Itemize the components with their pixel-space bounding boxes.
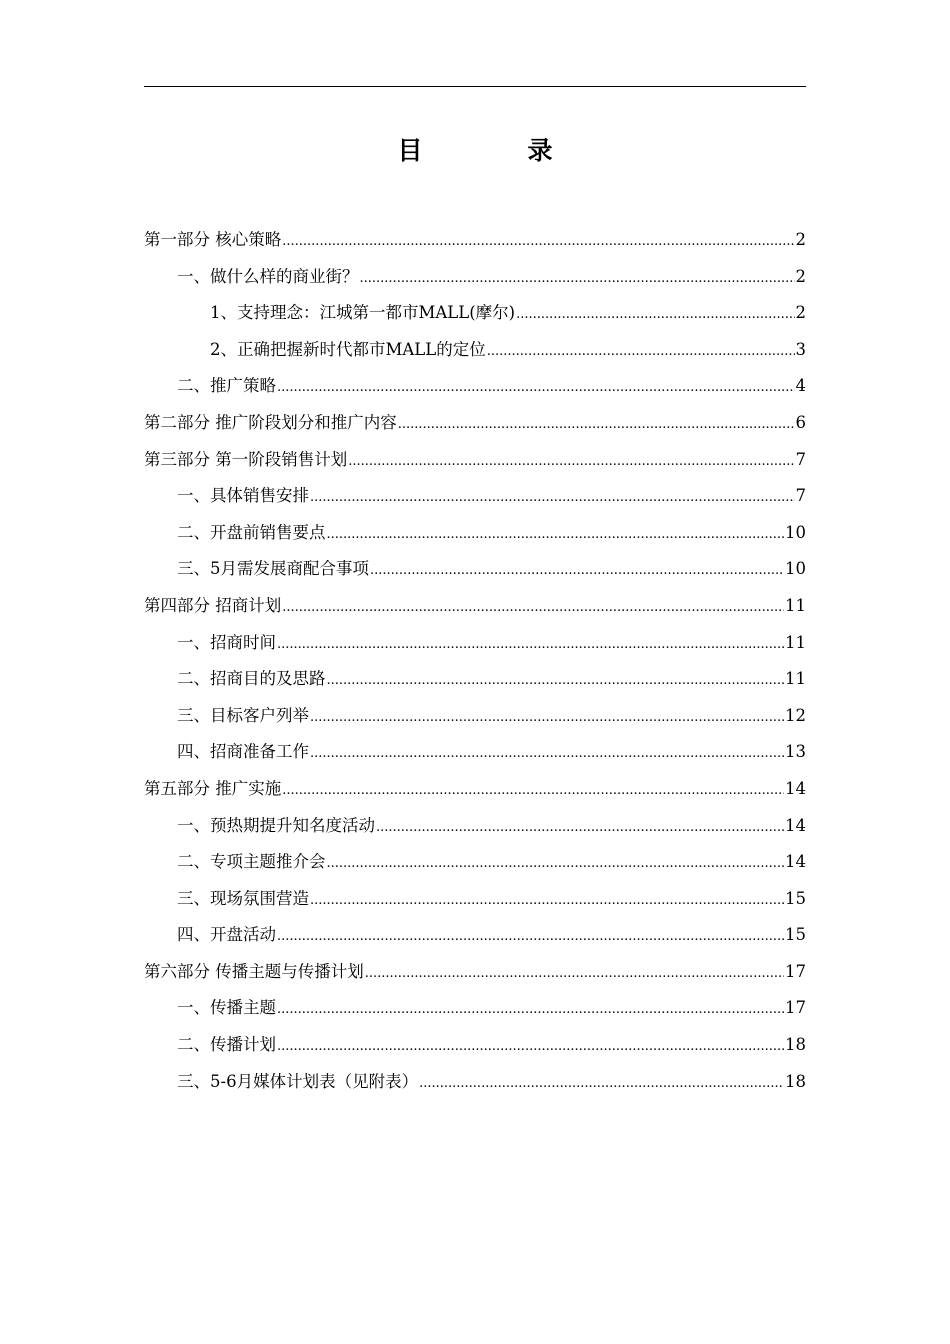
toc-entry[interactable] (144, 771, 806, 808)
toc-page-number: 14 (785, 815, 806, 835)
toc-entry[interactable] (144, 954, 806, 991)
toc-entry-label: 二、专项主题推介会 (177, 852, 326, 872)
toc-dot-leader (398, 407, 795, 444)
toc-page-number: 7 (795, 449, 806, 469)
toc-dot-leader (277, 627, 784, 664)
toc-entry[interactable] (144, 551, 806, 588)
toc-entry-label: 三、5-6月媒体计划表（见附表） (177, 1071, 419, 1091)
toc-entry[interactable] (144, 917, 806, 954)
page-title: 目 录 (397, 136, 593, 165)
toc-page-number: 10 (785, 522, 806, 542)
toc-dot-leader (277, 1029, 784, 1066)
toc-entry[interactable] (144, 1027, 806, 1064)
toc-dot-leader (327, 663, 785, 700)
toc-entry-label: 三、现场氛围营造 (177, 888, 309, 908)
toc-page-number: 2 (795, 303, 806, 323)
toc-page-number: 11 (785, 669, 806, 689)
toc-page-number: 17 (785, 961, 806, 981)
toc-dot-leader (277, 992, 784, 1029)
toc-entry-label: 二、推广策略 (177, 376, 276, 396)
toc-dot-leader (360, 261, 795, 298)
toc-dot-leader (348, 444, 794, 481)
toc-entry-label: 一、传播主题 (177, 998, 276, 1018)
toc-entry-label: 四、招商准备工作 (177, 742, 309, 762)
toc-entry[interactable] (144, 625, 806, 662)
toc-dot-leader (310, 736, 784, 773)
toc-dot-leader (516, 297, 794, 334)
toc-dot-leader (365, 956, 784, 993)
toc-page-number: 12 (785, 705, 806, 725)
toc-entry-label: 四、开盘活动 (177, 925, 276, 945)
toc-page-number: 17 (785, 998, 806, 1018)
toc-dot-leader (277, 919, 784, 956)
toc-entry[interactable] (144, 515, 806, 552)
toc-page-number: 3 (795, 339, 806, 359)
toc-entry[interactable] (144, 698, 806, 735)
toc-page-number: 11 (785, 632, 806, 652)
toc-entry-label: 第三部分 第一阶段销售计划 (144, 449, 348, 469)
toc-page-number: 7 (795, 486, 806, 506)
toc-entry[interactable] (144, 478, 806, 515)
toc-entry-label: 第五部分 推广实施 (144, 778, 282, 798)
toc-entry-label: 三、目标客户列举 (177, 705, 309, 725)
toc-entry[interactable] (144, 881, 806, 918)
toc-page-number: 13 (785, 742, 806, 762)
toc-entry[interactable] (144, 734, 806, 771)
toc-dot-leader (277, 370, 795, 407)
toc-entry-label: 二、开盘前销售要点 (177, 522, 326, 542)
toc-dot-leader (310, 480, 795, 517)
toc-page-number: 15 (785, 888, 806, 908)
toc-entry[interactable] (144, 661, 806, 698)
toc-page-number: 6 (795, 412, 806, 432)
toc-entry[interactable] (144, 332, 806, 369)
toc-entry[interactable] (144, 295, 806, 332)
toc-page-number: 15 (785, 925, 806, 945)
toc-page-number: 10 (785, 559, 806, 579)
toc-dot-leader (310, 883, 784, 920)
toc-entry-label: 第二部分 推广阶段划分和推广内容 (144, 412, 397, 432)
toc-entry[interactable] (144, 405, 806, 442)
toc-entry-label: 第四部分 招商计划 (144, 595, 282, 615)
toc-entry[interactable] (144, 844, 806, 881)
toc-entry-label: 1、支持理念：江城第一都市MALL(摩尔) (210, 303, 516, 323)
toc-dot-leader (370, 553, 784, 590)
toc-dot-leader (487, 334, 795, 371)
toc-entry[interactable] (144, 990, 806, 1027)
toc-page-number: 14 (785, 778, 806, 798)
toc-dot-leader (282, 773, 784, 810)
toc-page-number: 4 (795, 376, 806, 396)
toc-entry-label: 2、正确把握新时代都市MALL的定位 (210, 339, 486, 359)
toc-entry[interactable] (144, 1064, 806, 1101)
toc-dot-leader (282, 224, 794, 261)
toc-entry-label: 二、传播计划 (177, 1035, 276, 1055)
toc-entry-label: 一、具体销售安排 (177, 486, 309, 506)
toc-page-number: 11 (785, 595, 806, 615)
toc-page-number: 18 (785, 1071, 806, 1091)
toc-page-number: 2 (795, 230, 806, 249)
toc-entry[interactable] (144, 259, 806, 296)
toc-entry[interactable] (144, 588, 806, 625)
table-of-contents (144, 222, 806, 1100)
toc-dot-leader (310, 700, 784, 737)
toc-page-number: 14 (785, 852, 806, 872)
toc-dot-leader (376, 810, 784, 847)
header-rule (144, 86, 806, 87)
toc-page-number: 2 (795, 266, 806, 286)
toc-entry[interactable] (144, 368, 806, 405)
toc-entry[interactable] (144, 222, 806, 259)
toc-entry[interactable] (144, 442, 806, 479)
toc-dot-leader (282, 590, 784, 627)
toc-entry-label: 三、5月需发展商配合事项 (177, 559, 369, 579)
toc-entry-label: 一、招商时间 (177, 632, 276, 652)
toc-entry[interactable] (144, 808, 806, 845)
toc-entry-label: 一、预热期提升知名度活动 (177, 815, 375, 835)
toc-entry-label: 二、招商目的及思路 (177, 669, 326, 689)
toc-dot-leader (327, 846, 785, 883)
toc-dot-leader (327, 517, 785, 554)
toc-entry-label: 第六部分 传播主题与传播计划 (144, 961, 364, 981)
toc-entry-label: 一、做什么样的商业街？ (177, 266, 359, 286)
toc-dot-leader (419, 1066, 784, 1103)
toc-entry-label: 第一部分 核心策略 (144, 230, 282, 249)
toc-page-number: 18 (785, 1035, 806, 1055)
